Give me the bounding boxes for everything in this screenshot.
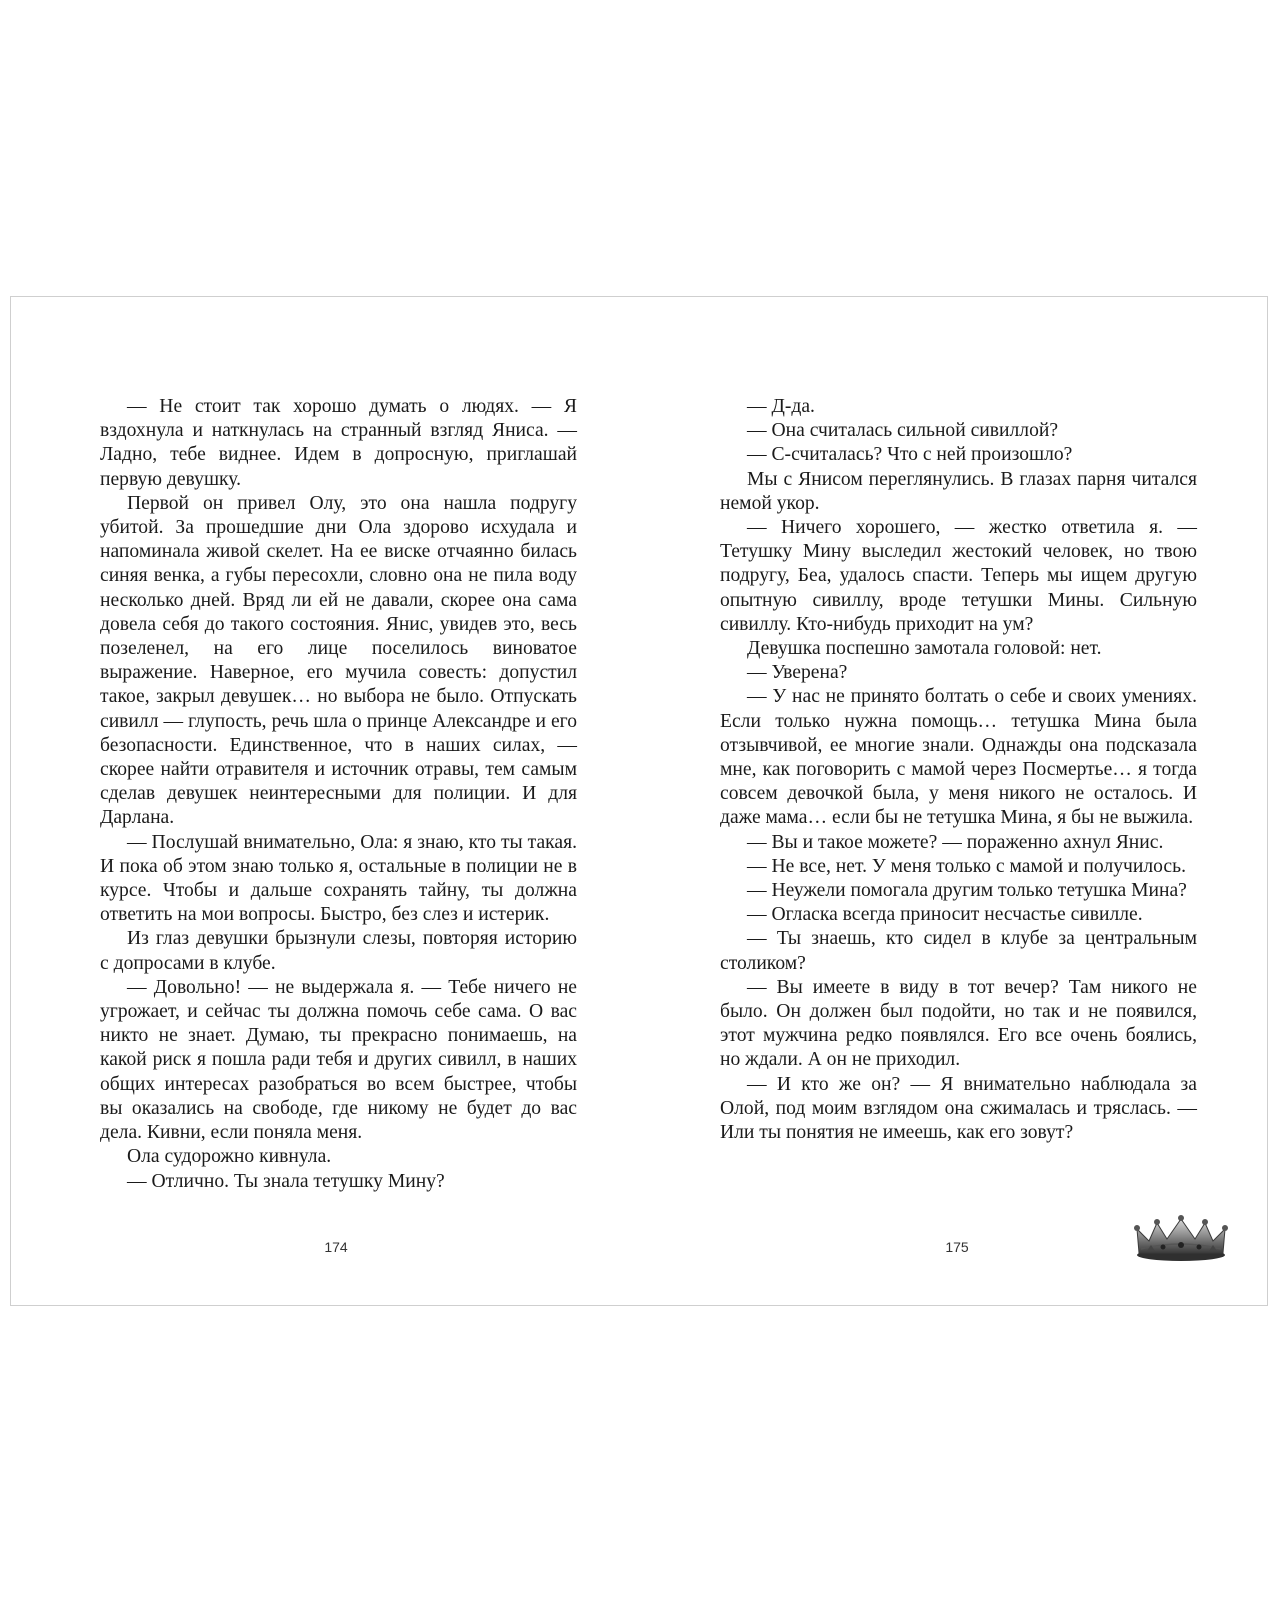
paragraph: — Не все, нет. У меня только с мамой и получилось. (747, 855, 1186, 877)
paragraph: — Огласка всегда приносит несчастье сивилле. (747, 904, 1143, 926)
paragraph: — Уверена? (747, 662, 848, 684)
paragraph: — Отлично. Ты знала тетушку Мину? (127, 1170, 445, 1192)
paragraph: Первой он привел Олу, это она нашла подругу убитой. За прошедшие дни Ола здорово исхудала и напоминала живой скелет. На ее виске отчаянно билась синяя венка, а губы пересохли, словно она не пила воду несколько дней. Вряд ли ей не давали, скорее она сама довела себя до такого состояния. Янис, увидев это, весь позеленел, на его лице поселилось виноватое выражение. Наверное, его мучила совесть: допустил такое, закрыл девушек… но выбора не было. Отпускать сивилл — глупость, речь шла о принце Александре и его безопасности. Единственное, что в наших силах, — скорее найти отравителя и источник отравы, тем самым сделав девушек неинтересными для полиции. И для Дарлана. (100, 492, 577, 829)
paragraph: Мы с Янисом переглянулись. В глазах парня читался немой укор. (720, 468, 1197, 514)
paragraph: — С-считалась? Что с ней произошло? (747, 444, 1073, 466)
paragraph: — Вы и такое можете? — пораженно ахнул Янис. (747, 831, 1164, 853)
page-number-right: 175 (945, 1239, 969, 1255)
paragraph: — Ты знаешь, кто сидел в клубе за центральным столиком? (720, 928, 1197, 974)
right-page (720, 395, 1197, 1145)
page-number-left: 174 (324, 1239, 348, 1255)
left-page (100, 395, 577, 1194)
paragraph: — Неужели помогала другим только тетушка Мина? (747, 880, 1187, 902)
crown-icon (1133, 1215, 1229, 1263)
paragraph: — Ничего хорошего, — жестко ответила я. — Тетушку Мину выследил жестокий человек, но твою подругу, Беа, удалось спасти. Теперь мы ищем другую опытную сивиллу, вроде тетушки Мины. Сильную сивиллу. Кто-нибудь приходит на ум? (720, 517, 1197, 635)
paragraph: — Она считалась сильной сивиллой? (747, 420, 1059, 442)
paragraph: Из глаз девушки брызнули слезы, повторяя историю с допросами в клубе. (100, 928, 577, 974)
paragraph: — Довольно! — не выдержала я. — Тебе ничего не угрожает, и сейчас ты должна помочь себе сама. О вас никто не знает. Думаю, ты прекрасно понимаешь, на какой риск я пошла ради тебя и других сивилл, в наших общих интересах разобраться во всем быстрее, чтобы вы оказались на свободе, где никому не будет до вас дела. Кивни, если поняла меня. (100, 976, 577, 1144)
paragraph: Девушка поспешно замотала головой: нет. (747, 638, 1102, 660)
paragraph: — Послушай внимательно, Ола: я знаю, кто ты такая. И пока об этом знаю только я, остальные в полиции не в курсе. Чтобы и дальше сохранять тайну, ты должна ответить на мои вопросы. Быстро, без слез и истерик. (100, 831, 577, 926)
paragraph: — Вы имеете в виду в тот вечер? Там никого не было. Он должен был подойти, но так и не появился, этот мужчина редко появлялся. Его все очень боялись, но ждали. А он не приходил. (720, 976, 1197, 1071)
paragraph: — И кто же он? — Я внимательно наблюдала за Олой, под моим взглядом она сжималась и тряслась. — Или ты понятия не имеешь, как его зовут? (720, 1073, 1197, 1144)
paragraph: Ола судорожно кивнула. (127, 1146, 332, 1168)
paragraph: — Не стоит так хорошо думать о людях. — Я вздохнула и наткнулась на странный взгляд Яниса. — Ладно, тебе виднее. Идем в допросную, приглашай первую девушку. (100, 396, 577, 490)
paragraph: — У нас не принято болтать о себе и своих умениях. Если только нужна помощь… тетушка Мина была отзывчивой, ее многие знали. Однажды она подсказала мне, как поговорить с мамой через Посмертье… я тогда совсем девочкой была, у меня никого не осталось. И даже мама… если бы не тетушка Мина, я бы не выжила. (720, 686, 1197, 829)
paragraph: — Д-да. (747, 396, 815, 417)
book-spread (10, 296, 1268, 1306)
